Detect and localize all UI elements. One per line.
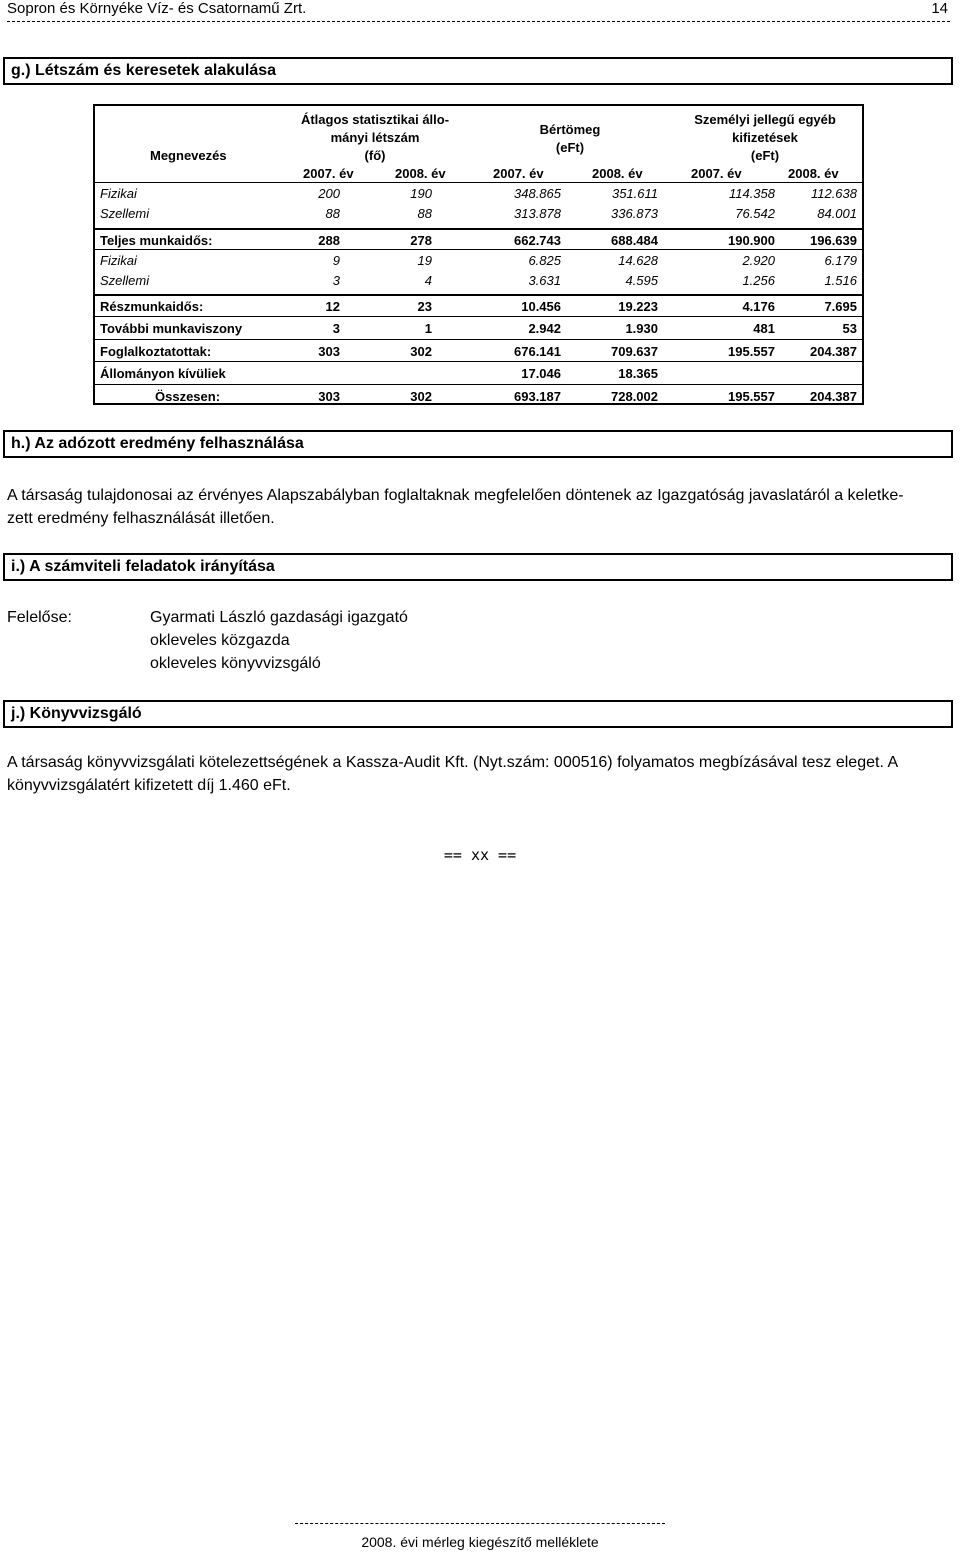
year-header: 2007. év bbox=[691, 166, 742, 181]
table-cell: 114.358 bbox=[728, 186, 775, 201]
header-rule bbox=[95, 182, 862, 183]
table-cell: 4 bbox=[424, 273, 432, 288]
table-cell: 17.046 bbox=[521, 366, 561, 381]
table-cell: 88 bbox=[417, 206, 432, 221]
group2-line2: (eFt) bbox=[555, 140, 585, 155]
table-cell: 19 bbox=[417, 253, 432, 268]
responsible-label: Felelőse: bbox=[7, 609, 72, 626]
year-header: 2007. év bbox=[493, 166, 544, 181]
table-cell: 7.695 bbox=[824, 299, 857, 314]
table-cell: 302 bbox=[410, 344, 432, 359]
section-h-title: h.) Az adózott eredmény felhasználása bbox=[3, 430, 953, 458]
section-j-title: j.) Könyvvizsgáló bbox=[3, 700, 953, 728]
section-j-text-line2: könyvvizsgálatért kifizetett díj 1.460 eFt. bbox=[7, 777, 291, 794]
table-cell: 302 bbox=[410, 389, 432, 404]
headcount-table bbox=[93, 104, 864, 405]
table-cell: 278 bbox=[410, 233, 432, 248]
table-cell: 693.187 bbox=[514, 389, 561, 404]
table-cell: 303 bbox=[318, 389, 340, 404]
table-cell: 662.743 bbox=[514, 233, 561, 248]
table-cell: 190 bbox=[410, 186, 432, 201]
group2-line1: Bértömeg bbox=[539, 122, 601, 137]
table-cell: 6.825 bbox=[528, 253, 561, 268]
table-cell: 313.878 bbox=[514, 206, 561, 221]
row-label: Fizikai bbox=[100, 186, 137, 201]
group1-line3: (fő) bbox=[364, 148, 386, 163]
table-cell: 19.223 bbox=[618, 299, 658, 314]
row-rule bbox=[95, 384, 862, 385]
section-h-text-line1: A társaság tulajdonosai az érvényes Alapszabályban foglaltaknak megfelelően döntenek az Igazgatóság javaslatáról a keletke- bbox=[7, 487, 904, 504]
table-cell: 10.456 bbox=[521, 299, 561, 314]
table-cell: 1.256 bbox=[742, 273, 775, 288]
group3-line3: (eFt) bbox=[750, 148, 780, 163]
table-cell: 190.900 bbox=[728, 233, 775, 248]
table-cell: 728.002 bbox=[611, 389, 658, 404]
table-cell: 9 bbox=[332, 253, 340, 268]
table-cell: 336.873 bbox=[611, 206, 658, 221]
table-cell: 676.141 bbox=[514, 344, 561, 359]
table-cell: 84.001 bbox=[817, 206, 857, 221]
row-rule bbox=[95, 294, 862, 296]
footer-text: 2008. évi mérleg kiegészítő melléklete bbox=[361, 1534, 599, 1550]
table-cell: 14.628 bbox=[618, 253, 658, 268]
section-j-text-line1: A társaság könyvvizsgálati kötelezettségének a Kassza-Audit Kft. (Nyt.szám: 000516) folyamatos megbízásával tesz eleget. A bbox=[7, 754, 899, 771]
table-cell: 88 bbox=[325, 206, 340, 221]
row-label: Összesen: bbox=[155, 389, 221, 404]
table-cell: 4.176 bbox=[742, 299, 775, 314]
group1-line1: Átlagos statisztikai állo- bbox=[300, 112, 450, 127]
section-h-text-line2: zett eredmény felhasználását illetően. bbox=[7, 510, 275, 527]
responsible-line2: okleveles közgazda bbox=[150, 632, 290, 649]
header-divider bbox=[7, 21, 950, 22]
row-label: Szellemi bbox=[100, 273, 150, 288]
row-rule bbox=[95, 361, 862, 362]
group3-line1: Személyi jellegű egyéb bbox=[694, 112, 836, 127]
table-cell: 195.557 bbox=[728, 389, 775, 404]
row-rule bbox=[95, 339, 862, 340]
col-label-megnevezes: Megnevezés bbox=[150, 148, 227, 163]
row-label: Foglalkoztatottak: bbox=[100, 344, 212, 359]
end-marker: == xx == bbox=[443, 846, 517, 864]
row-label: További munkaviszony bbox=[100, 321, 243, 336]
table-cell: 204.387 bbox=[810, 389, 857, 404]
row-rule bbox=[95, 249, 862, 250]
group1-line2: mányi létszám bbox=[330, 130, 420, 145]
table-cell: 303 bbox=[318, 344, 340, 359]
table-cell: 200 bbox=[318, 186, 340, 201]
company-name: Sopron és Környéke Víz- és Csatornamű Zrt. bbox=[7, 0, 307, 17]
table-cell: 3 bbox=[332, 321, 340, 336]
table-cell: 195.557 bbox=[728, 344, 775, 359]
table-cell: 18.365 bbox=[618, 366, 658, 381]
responsible-line1: Gyarmati László gazdasági igazgató bbox=[150, 609, 408, 626]
section-g-title: g.) Létszám és keresetek alakulása bbox=[3, 57, 953, 85]
table-cell: 1.930 bbox=[625, 321, 658, 336]
table-cell: 1.516 bbox=[824, 273, 857, 288]
table-cell: 12 bbox=[325, 299, 340, 314]
table-cell: 23 bbox=[417, 299, 432, 314]
year-header: 2007. év bbox=[303, 166, 354, 181]
responsible-line3: okleveles könyvvizsgáló bbox=[150, 655, 321, 672]
table-cell: 688.484 bbox=[611, 233, 658, 248]
table-cell: 351.611 bbox=[611, 186, 658, 201]
table-cell: 481 bbox=[753, 321, 775, 336]
table-cell: 4.595 bbox=[625, 273, 658, 288]
row-rule bbox=[95, 316, 862, 317]
table-cell: 2.942 bbox=[528, 321, 561, 336]
row-label: Állományon kívüliek bbox=[100, 366, 226, 381]
row-label: Szellemi bbox=[100, 206, 150, 221]
table-cell: 288 bbox=[318, 233, 340, 248]
row-rule bbox=[95, 228, 862, 230]
year-header: 2008. év bbox=[592, 166, 643, 181]
table-cell: 1 bbox=[424, 321, 432, 336]
table-cell: 53 bbox=[842, 321, 857, 336]
table-cell: 2.920 bbox=[742, 253, 775, 268]
table-cell: 709.637 bbox=[611, 344, 658, 359]
table-cell: 112.638 bbox=[810, 186, 857, 201]
year-header: 2008. év bbox=[788, 166, 839, 181]
table-cell: 3.631 bbox=[528, 273, 561, 288]
page-number: 14 bbox=[931, 0, 948, 17]
table-cell: 204.387 bbox=[810, 344, 857, 359]
table-cell: 348.865 bbox=[514, 186, 561, 201]
table-cell: 76.542 bbox=[735, 206, 775, 221]
table-cell: 196.639 bbox=[810, 233, 857, 248]
table-cell: 3 bbox=[332, 273, 340, 288]
group3-line2: kifizetések bbox=[732, 130, 798, 145]
row-label: Teljes munkaidős: bbox=[100, 233, 213, 248]
table-cell: 6.179 bbox=[824, 253, 857, 268]
year-header: 2008. év bbox=[395, 166, 446, 181]
row-label: Részmunkaidős: bbox=[100, 299, 204, 314]
section-i-title: i.) A számviteli feladatok irányítása bbox=[3, 553, 953, 581]
footer-divider bbox=[295, 1523, 665, 1524]
row-label: Fizikai bbox=[100, 253, 137, 268]
